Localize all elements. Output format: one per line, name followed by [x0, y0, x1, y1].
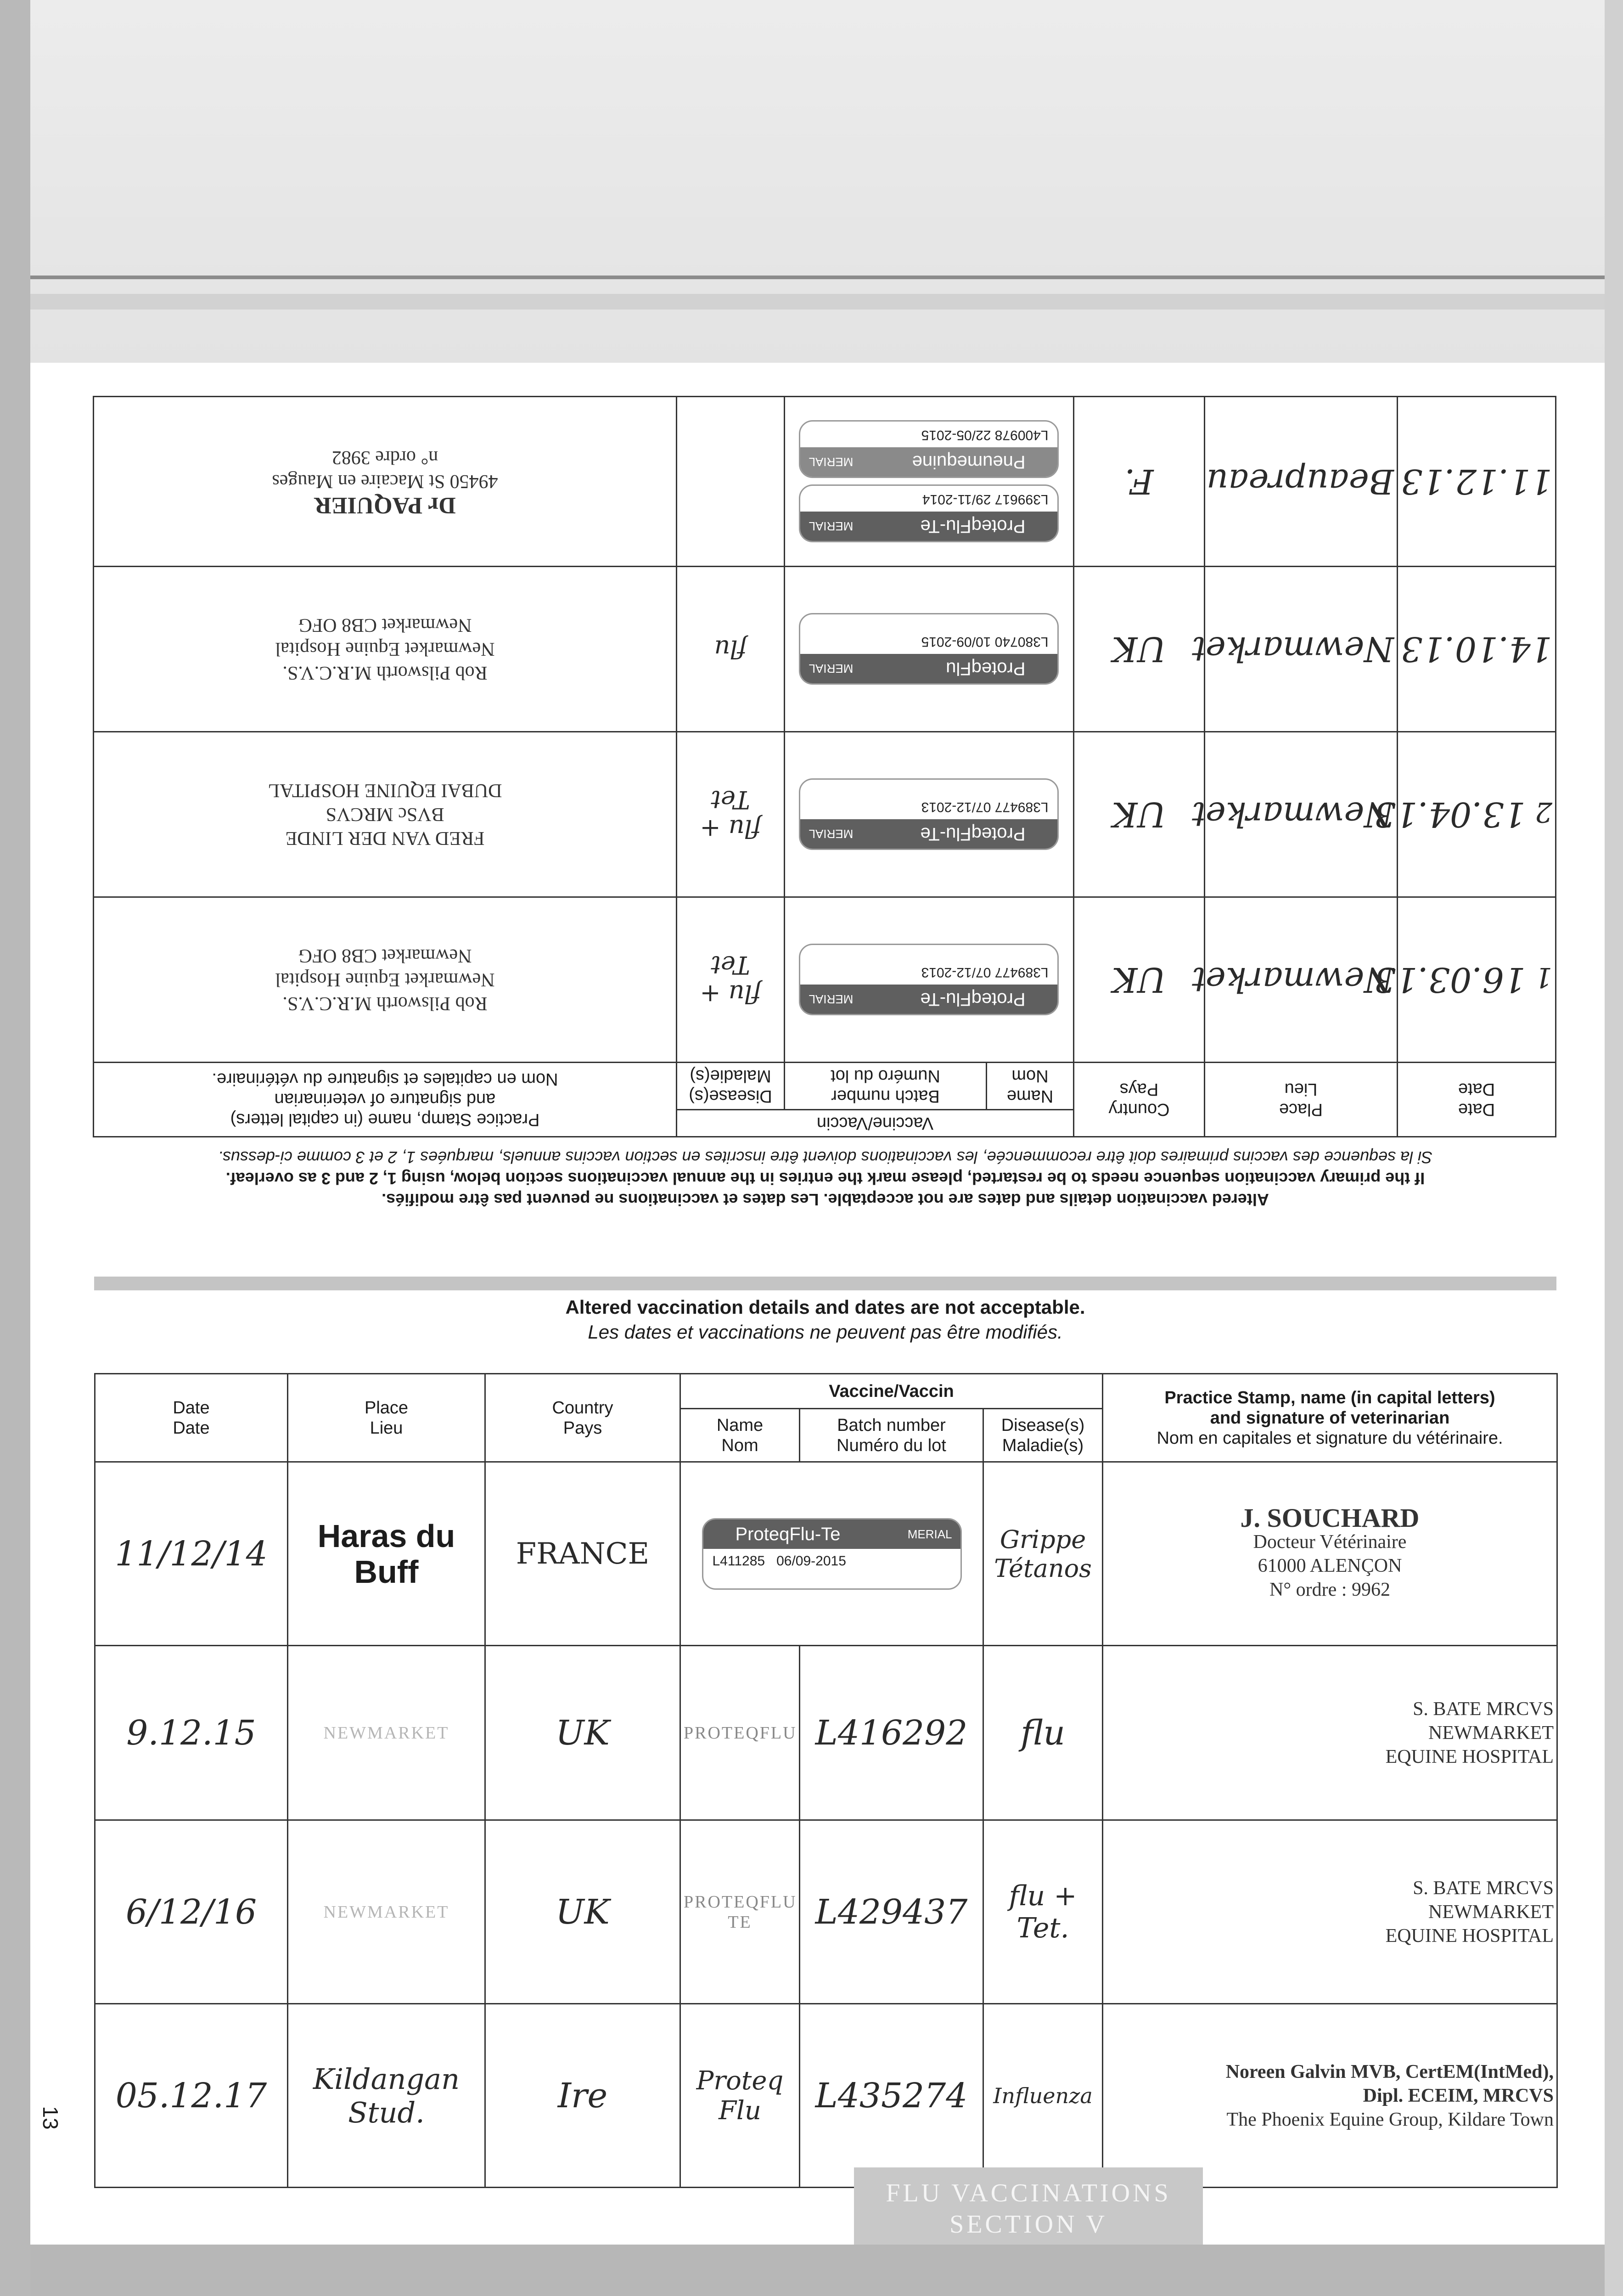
vaccination-row — [95, 1646, 1557, 1820]
vaccination-row — [95, 1462, 1557, 1646]
section-label-line1: FLU VACCINATIONS — [886, 2179, 1171, 2207]
vaccination-row — [95, 1820, 1557, 2004]
header-name: Name Nom — [680, 1409, 800, 1462]
row-vaccine-label — [680, 1462, 983, 1646]
section-divider — [94, 1277, 1556, 1290]
flipped-row-place: Newmarket — [1205, 897, 1398, 1063]
header-disease: Disease(s) Maladie(s) — [983, 1409, 1103, 1462]
row-disease: flu — [983, 1646, 1103, 1820]
row-vaccine-name: PROTEQFLU TE — [680, 1820, 800, 2004]
left-margin — [0, 0, 30, 2296]
notice-french: Les dates et vaccinations ne peuvent pas être modifiés. — [588, 1321, 1063, 1343]
flipped-header-disease: Disease(s) Maladie(s) — [676, 1063, 784, 1110]
flipped-header-date: Date Date — [1398, 1063, 1556, 1137]
page-number: 13 — [39, 2106, 62, 2130]
alteration-notice — [94, 1295, 1556, 1345]
flipped-row-2 — [93, 732, 1556, 897]
flipped-header-country: Country Pays — [1074, 1063, 1205, 1137]
row-place: Haras du Buff — [288, 1462, 485, 1646]
flipped-row-stamp: Rob Pilsworth M.R.C.V.S. Newmarket Equine Hospital Newmarket CB8 OFG — [93, 567, 676, 732]
header-country: Country Pays — [485, 1374, 680, 1462]
flipped-row-stamp: FRED VAN DER LINDE BVSc MRCVS DUBAI EQUINE HOSPITAL — [93, 732, 676, 897]
scan-edge-line — [30, 276, 1605, 279]
row-country: Ire — [485, 2004, 680, 2188]
flipped-row-label: ProteqFlu-Te MERIAL L399617 29/11-2014 Pneumequine MERIAL L400978 22/05-2015 — [785, 397, 1074, 567]
flipped-row-stamp: Rob Pilsworth M.R.C.V.S. Newmarket Equine Hospital Newmarket CB8 OFG — [93, 897, 676, 1063]
row-disease: Influenza — [983, 2004, 1103, 2188]
flu-vaccination-table — [94, 1373, 1556, 2188]
flipped-row-country: UK — [1074, 567, 1205, 732]
flipped-header-place: Place Lieu — [1205, 1063, 1398, 1137]
section-label — [854, 2167, 1203, 2245]
row-vaccine-name: PROTEQFLU — [680, 1646, 800, 1820]
header-stamp: Practice Stamp, name (in capital letters) and signature of veterinarian Nom en capitales et signature du vétérinaire. — [1103, 1374, 1557, 1462]
flipped-row-disease: flu + Tet — [676, 732, 784, 897]
flipped-header-stamp: Practice Stamp, name (in capital letters) and signature of veterinarian Nom en capitales et signature du vétérinaire. — [93, 1063, 676, 1137]
bottom-margin — [30, 2245, 1605, 2296]
row-date: 11/12/14 — [95, 1462, 288, 1646]
flipped-row-date: 14.10.13 — [1398, 567, 1556, 732]
header-place: Place Lieu — [288, 1374, 485, 1462]
flipped-row-disease — [676, 397, 784, 567]
flipped-row-stamp: Dr PAQUIER 49450 St Macaire en Mauges n° ordre 3982 — [93, 397, 676, 567]
row-place: NEWMARKET — [288, 1646, 485, 1820]
flipped-vaccination-table — [93, 396, 1556, 1137]
flipped-row-label: ProteqFlu-Te MERIAL L389477 07/12-2013 — [785, 732, 1074, 897]
flipped-notice-line1: Altered vaccination details and dates are not acceptable. Les dates et vaccinations ne peuvent pas être modifiés. — [382, 1190, 1269, 1209]
row-stamp: S. BATE MRCVS NEWMARKET EQUINE HOSPITAL — [1103, 1820, 1557, 2004]
row-country: UK — [485, 1820, 680, 2004]
row-date: 9.12.15 — [95, 1646, 288, 1820]
row-country: FRANCE — [485, 1462, 680, 1646]
flipped-row-label: ProteqFlu MERIAL L380740 10/09-2015 — [785, 567, 1074, 732]
flipped-header-vaccine: Vaccine/Vaccin — [676, 1110, 1073, 1137]
flipped-row-place: Newmarket — [1205, 567, 1398, 732]
flipped-row-date: 116.03.13 — [1398, 897, 1556, 1063]
row-disease: flu + Tet. — [983, 1820, 1103, 2004]
row-disease: Grippe Tétanos — [983, 1462, 1103, 1646]
flipped-row-date: 213.04.13 — [1398, 732, 1556, 897]
row-place: NEWMARKET — [288, 1820, 485, 2004]
right-margin — [1605, 0, 1623, 2296]
row-batch: L429437 — [800, 1820, 983, 2004]
header-date: Date Date — [95, 1374, 288, 1462]
vaccination-row — [95, 2004, 1557, 2188]
flipped-row-label: ProteqFlu-Te MERIAL L389477 07/12-2013 — [785, 897, 1074, 1063]
flipped-row-disease: flu + Tet — [676, 897, 784, 1063]
flipped-row-disease: flu — [676, 567, 784, 732]
row-batch: L435274 — [800, 2004, 983, 2188]
section-label-line2: SECTION V — [949, 2210, 1107, 2239]
flipped-row-1 — [93, 897, 1556, 1063]
flipped-header-batch: Batch number Numéro du lot — [785, 1063, 987, 1110]
flipped-row-place: Beaupreau — [1205, 397, 1398, 567]
flipped-row-3 — [93, 567, 1556, 732]
row-country: UK — [485, 1646, 680, 1820]
flipped-row-place: Newmarket — [1205, 732, 1398, 897]
flipped-previous-page — [94, 416, 1556, 1215]
flipped-row-country: UK — [1074, 732, 1205, 897]
row-batch: L416292 — [800, 1646, 983, 1820]
flipped-row-country: F. — [1074, 397, 1205, 567]
flipped-header-name: Name Nom — [987, 1063, 1074, 1110]
header-vaccine: Vaccine/Vaccin — [680, 1374, 1103, 1409]
scan-edge-band — [30, 294, 1605, 310]
notice-english: Altered vaccination details and dates are not acceptable. — [565, 1296, 1085, 1318]
flipped-row-date: 11.12.13 — [1398, 397, 1556, 567]
row-stamp: J. SOUCHARD Docteur Vétérinaire 61000 ALENÇON N° ordre : 9962 — [1103, 1462, 1557, 1646]
row-date: 05.12.17 — [95, 2004, 288, 2188]
flipped-row-4 — [93, 397, 1556, 567]
row-date: 6/12/16 — [95, 1820, 288, 2004]
row-stamp: S. BATE MRCVS NEWMARKET EQUINE HOSPITAL — [1103, 1646, 1557, 1820]
header-batch: Batch number Numéro du lot — [800, 1409, 983, 1462]
flipped-notice — [94, 1147, 1556, 1210]
flipped-row-country: UK — [1074, 897, 1205, 1063]
row-vaccine-name: Proteq Flu — [680, 2004, 800, 2188]
row-place: Kildangan Stud. — [288, 2004, 485, 2188]
flipped-notice-line2: If the primary vaccination sequence needs to be restarted, please mark the entries in the annual vaccinations section below, using 1, 2 and 3 as overleaf. — [225, 1169, 1425, 1188]
vaccine-sticker: ProteqFlu-Te MERIAL L411285 06/09-2015 — [702, 1518, 962, 1590]
row-stamp: Noreen Galvin MVB, CertEM(IntMed), Dipl. ECEIM, MRCVS The Phoenix Equine Group, Kildare Town — [1103, 2004, 1557, 2188]
flipped-notice-line3: Si la sequence des vaccins primaires doit être recommencée, les vaccinations doivent être inscrites en section vaccins annuels, marquées 1, 2 et 3 comme ci-dessus. — [218, 1148, 1433, 1167]
